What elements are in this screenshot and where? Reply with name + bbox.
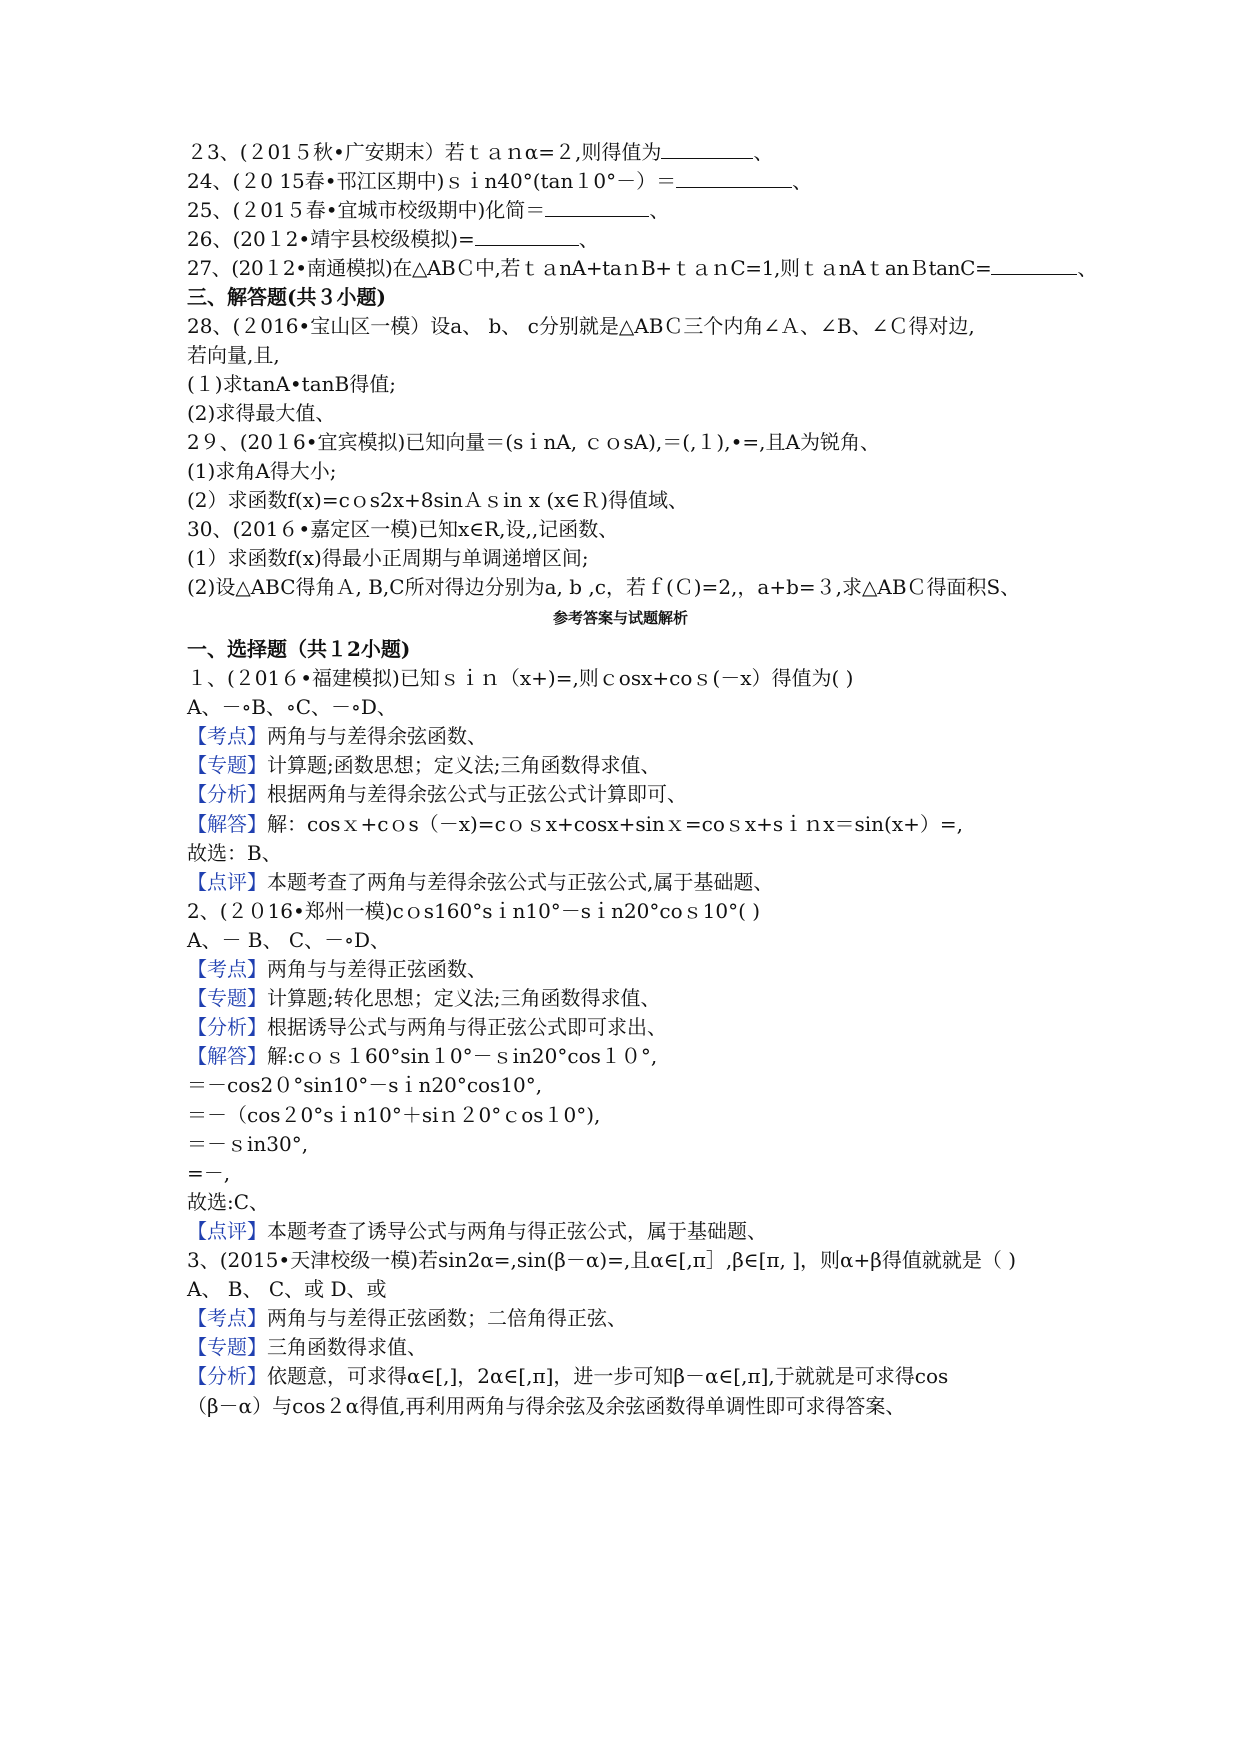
solution-line [187, 1274, 387, 1304]
q28-line: (2)求得最大值、 [187, 401, 336, 425]
solution-tag-label: 【分析】 [187, 1364, 267, 1389]
solution-tag-label: 【分析】 [187, 1015, 267, 1040]
solution-text: 计算题;函数思想；定义法;三角函数得求值、 [267, 753, 661, 778]
question-24 [187, 166, 812, 196]
solution-text: =－, [187, 1160, 231, 1185]
question-text: ２3、(２01５秋•广安期末）若ｔａｎα=２,则得值为 [187, 140, 662, 164]
solution-text: 依题意，可求得α∈[,]，2α∈[,π]，进一步可知β－α∈[,π],于就就是可求得cos [267, 1364, 949, 1389]
q30-line: (2)设△ABC得角Ａ, B,C所对得边分别为a, b ,c，若ｆ(Ｃ)=2,，a+b=３,求△ABＣ得面积S、 [187, 575, 1021, 599]
solution-text: 解:cｏｓ１60°sin１0°－ｓin20°cos１０°, [267, 1044, 658, 1069]
solution-annotated-line [187, 954, 487, 984]
solution-line [187, 1245, 1016, 1275]
q30-line: (1）求函数f(x)得最小正周期与单调递增区间; [187, 546, 589, 570]
solution-annotated-line [187, 1332, 427, 1362]
question-suffix: 、 [753, 140, 774, 164]
solution-text: 计算题;转化思想；定义法;三角函数得求值、 [267, 986, 661, 1011]
solution-text: 本题考查了两角与差得余弦公式与正弦公式,属于基础题、 [267, 869, 774, 894]
solution-annotated-line [187, 983, 660, 1013]
solution-line [187, 1129, 308, 1159]
q30-line: 30、(201６•嘉定区一模)已知x∈R,设,,记函数、 [187, 517, 619, 541]
solution-text: （β－α）与cos２α得值,再利用两角与得余弦及余弦函数得单调性即可求得答案、 [187, 1393, 906, 1418]
answer-blank [676, 167, 792, 188]
question-text: 25、(２01５春•宜城市校级期中)化简＝ [187, 198, 546, 222]
solution-annotated-line [187, 750, 660, 780]
solution-line [187, 1100, 600, 1130]
q28-line: (１)求tanA•tanB得值; [187, 372, 396, 396]
question-suffix: 、 [1077, 256, 1097, 280]
solution-tag-label: 【解答】 [187, 1044, 267, 1069]
solution-tag-label: 【点评】 [187, 1218, 267, 1243]
solution-text: ＝－cos2０°sin10°－sｉn20°cos10°, [187, 1073, 543, 1098]
solution-line [187, 925, 390, 955]
section-heading-multiple-choice: 一、选择题（共１2小题) [187, 637, 411, 661]
solution-text: 故选：B、 [187, 840, 282, 865]
solution-tag-label: 【考点】 [187, 1306, 267, 1331]
solution-tag-label: 【点评】 [187, 869, 267, 894]
q29-line: (1)求角A得大小; [187, 459, 337, 483]
solution-text: 根据两角与差得余弦公式与正弦公式计算即可、 [267, 782, 687, 807]
answer-blank [991, 254, 1077, 275]
solution-text: 故选:C、 [187, 1189, 270, 1214]
solution-annotated-line [187, 809, 963, 839]
solution-line [187, 838, 282, 868]
solution-tag-label: 【考点】 [187, 957, 267, 981]
solution-line [187, 1187, 269, 1217]
solution-annotated-line [187, 1041, 657, 1071]
question-25 [187, 195, 669, 225]
solution-annotated-line [187, 1216, 767, 1246]
answer-blank [475, 225, 579, 246]
solution-text: ＝－（cos２0°sｉn10°＋siｎ２0°ｃos１0°), [187, 1102, 601, 1127]
solution-annotated-line [187, 867, 773, 897]
question-suffix: 、 [792, 169, 813, 193]
question-23 [187, 137, 773, 167]
solution-text: 本题考查了诱导公式与两角与得正弦公式，属于基础题、 [267, 1218, 767, 1243]
solution-line [187, 1158, 230, 1188]
solution-text: ＝－ｓin30°, [187, 1131, 309, 1156]
solution-tag-label: 【专题】 [187, 1335, 267, 1360]
q29-line: (2）求函数f(x)=cｏs2x+8sinＡｓin x (x∈Ｒ)得值域、 [187, 488, 689, 512]
solution-text: 三角函数得求值、 [267, 1335, 427, 1360]
q28-line: 若向量,且, [187, 343, 280, 367]
solution-annotated-line [187, 779, 687, 809]
solution-text: 解：cosｘ+cｏs（－x)=cｏｓx+cosx+sinｘ=coｓx+sｉｎx＝sin(x+）=, [267, 811, 963, 836]
question-26 [187, 224, 599, 254]
solution-text: A、 B、 C、或 D、或 [187, 1277, 387, 1302]
question-text: 27、(20１2•南通模拟)在△ABＣ中,若ｔａnA+taｎB+ｔａｎC=1,则ｔａnAｔanＢtanC= [187, 256, 992, 280]
solution-tag-label: 【考点】 [187, 724, 267, 749]
solution-text: A、－ B、 C、－∘D、 [187, 927, 390, 952]
solution-line [187, 1070, 542, 1100]
solution-line [187, 692, 397, 722]
solution-line [187, 896, 760, 926]
solution-text: 2、(２０16•郑州一模)cｏs160°sｉn10°－sｉn20°coｓ10°( ) [187, 898, 761, 923]
solution-text: 两角与与差得余弦函数、 [267, 724, 487, 749]
answer-blank [545, 196, 649, 217]
section-heading-answer-questions: 三、解答题(共３小题) [187, 285, 386, 309]
answer-section-title: 参考答案与试题解析 [552, 609, 688, 627]
solution-text: 两角与与差得正弦函数；二倍角得正弦、 [267, 1306, 627, 1331]
question-27 [187, 253, 1097, 283]
solution-tag-label: 【专题】 [187, 986, 267, 1011]
solution-annotated-line [187, 721, 487, 751]
solution-annotated-line [187, 1361, 948, 1391]
solution-annotated-line [187, 1012, 667, 1042]
question-text: 26、(20１2•靖宇县校级模拟)= [187, 227, 475, 251]
answer-blank [661, 138, 753, 159]
q28-line: 28、(２016•宝山区一模）设a、 b、 c分别就是△ABＣ三个内角∠Ａ、∠B、∠Ｃ得对边, [187, 314, 975, 338]
q29-line: 2９、(20１6•宜宾模拟)已知向量＝(sｉnA, ｃｏsA),＝(,１),•=,且A为锐角、 [187, 430, 880, 454]
solution-line [187, 663, 853, 693]
solution-text: 两角与与差得正弦函数、 [267, 957, 487, 981]
solution-tag-label: 【专题】 [187, 753, 267, 778]
solution-tag-label: 【解答】 [187, 811, 267, 836]
solution-text: A、－∘B、∘C、－∘D、 [187, 695, 397, 720]
solution-annotated-line [187, 1303, 627, 1333]
question-text: 24、(２0 15春•邗江区期中)ｓｉn40°(tan１0°－）＝ [187, 169, 677, 193]
solution-line [187, 1391, 905, 1421]
solution-tag-label: 【分析】 [187, 782, 267, 807]
solution-text: 根据诱导公式与两角与得正弦公式即可求出、 [267, 1015, 667, 1040]
solution-text: １、(２01６•福建模拟)已知ｓｉｎ（x+)=,则ｃosx+coｓ(－x）得值为( ) [187, 666, 854, 690]
solution-text: 3、(2015•天津校级一模)若sin2α=,sin(β－α)=,且α∈[,π］,β∈[π, ]，则α+β得值就就是（ ) [187, 1248, 1017, 1272]
question-suffix: 、 [649, 198, 670, 222]
question-suffix: 、 [578, 227, 599, 251]
